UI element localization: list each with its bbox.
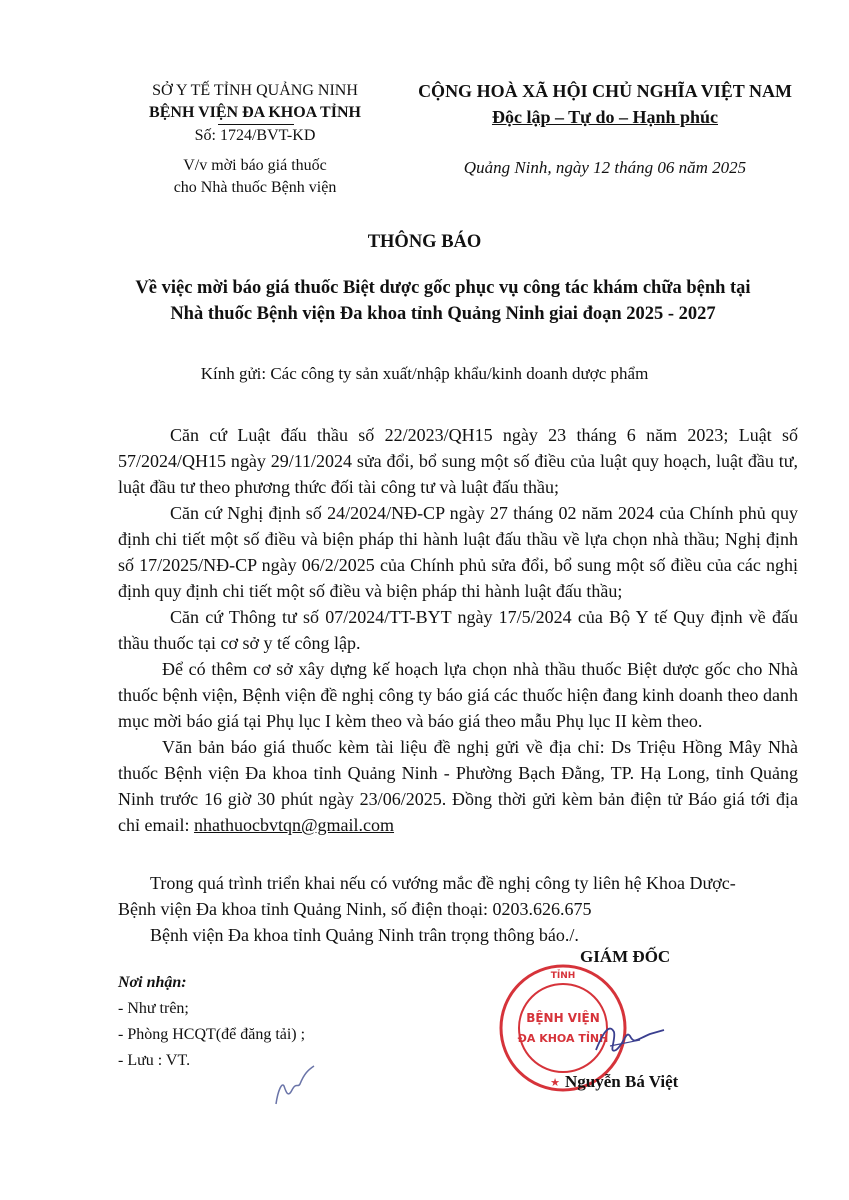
recipient-item: - Phòng HCQT(để đăng tải) ; — [118, 1026, 306, 1043]
motto: Độc lập – Tự do – Hạnh phúc — [491, 107, 719, 127]
signer-name: Nguyễn Bá Việt — [565, 1072, 679, 1091]
recipient-item: - Như trên; — [118, 1000, 189, 1017]
subtitle-line-1: Về việc mời báo giá thuốc Biệt dược gốc phục vụ công tác khám chữa bệnh tại — [135, 278, 751, 298]
issue-date: Quảng Ninh, ngày 12 tháng 06 năm 2025 — [463, 158, 747, 177]
signer-title: GIÁM ĐỐC — [580, 947, 671, 966]
hospital-name: BỆNH VIỆN ĐA KHOA TỈNH — [149, 104, 361, 121]
initials-scribble — [268, 1060, 328, 1110]
page-title: THÔNG BÁO — [367, 232, 482, 252]
submission-text: Văn bản báo giá thuốc kèm tài liệu đề nghị gửi về địa chỉ: Ds Triệu Hồng Mây Nhà thuốc Bệnh viện Đa khoa tỉnh Quảng Ninh - Phường Bạch Đằng, TP. Hạ Long, tỉnh Quảng Ninh trước 16 giờ 30 phút ngày 23/06/2025. Đồng thời gửi kèm bản điện tử Báo giá tới địa chỉ email: — [118, 737, 798, 835]
subtitle-line-2: Nhà thuốc Bệnh viện Đa khoa tỉnh Quảng Ninh giai đoạn 2025 - 2027 — [170, 304, 716, 324]
recipient-item: - Lưu : VT. — [118, 1052, 191, 1069]
recipients-heading: Nơi nhận: — [118, 974, 187, 991]
recipients-list — [118, 970, 305, 1074]
closing-section — [118, 870, 798, 948]
stamp-line-1: BỆNH VIỆN — [526, 1011, 600, 1025]
recipient-line: Kính gửi: Các công ty sản xuất/nhập khẩu/kinh doanh dược phẩm — [200, 364, 649, 383]
stamp-line-2: ĐA KHOA TỈNH — [517, 1032, 609, 1045]
stamp-star-icon: ★ — [550, 1076, 560, 1089]
stamp-top-text: TỈNH — [550, 971, 576, 981]
subject-line-2: cho Nhà thuốc Bệnh viện — [173, 179, 337, 196]
closing-line: Bệnh viện Đa khoa tỉnh Quảng Ninh trân trọng thông báo./. — [150, 925, 579, 945]
paragraph-legal-basis-3: Căn cứ Thông tư số 07/2024/TT-BYT ngày 17/5/2024 của Bộ Y tế Quy định về đấu thầu thuốc tại cơ sở y tế công lập. — [118, 607, 798, 653]
paragraph-legal-basis-2: Căn cứ Nghị định số 24/2024/NĐ-CP ngày 27 tháng 02 năm 2024 của Chính phủ quy định chi tiết một số điều và biện pháp thi hành luật đấu thầu về lựa chọn nhà thầu; Nghị định số 17/2025/NĐ-CP ngày 06/2/2025 của Chính phủ sửa đổi, bổ sung một số điều của các nghị định quy định chi tiết một số điều và biện pháp thi hành luật đấu thầu; — [118, 503, 798, 601]
paragraph-legal-basis-1: Căn cứ Luật đấu thầu số 22/2023/QH15 ngày 23 tháng 6 năm 2023; Luật số 57/2024/QH15 ngày 29/11/2024 sửa đổi, bổ sung một số điều của luật quy hoạch, luật đầu tư, luật đầu tư theo phương thức đối tài công tư và luật đấu thầu; — [118, 425, 798, 497]
hospital-underline — [100, 124, 410, 125]
motto-wrapper — [395, 104, 815, 130]
paragraph-submission — [118, 734, 798, 838]
signature — [590, 1010, 670, 1070]
agency-name: SỞ Y TẾ TỈNH QUẢNG NINH — [152, 82, 358, 99]
country-name: CỘNG HOÀ XÃ HỘI CHỦ NGHĨA VIỆT NAM — [418, 81, 792, 101]
email-link[interactable]: nhathuocbvtqn@gmail.com — [193, 815, 395, 835]
document-number: Số: 1724/BVT-KD — [194, 127, 316, 144]
contact-line-1: Trong quá trình triển khai nếu có vướng mắc đề nghị công ty liên hệ Khoa Dược- — [150, 873, 736, 893]
subject-line-1: V/v mời báo giá thuốc — [183, 157, 327, 174]
national-header — [395, 78, 815, 178]
body-content — [118, 422, 798, 838]
agency-header — [100, 80, 410, 199]
paragraph-request: Để có thêm cơ sở xây dựng kế hoạch lựa chọn nhà thầu thuốc Biệt dược gốc cho Nhà thuốc bệnh viện, Bệnh viện đề nghị công ty báo giá các thuốc hiện đang kinh doanh theo danh mục mời báo giá tại Phụ lục I kèm theo và báo giá theo mẫu Phụ lục II kèm theo. — [118, 659, 798, 731]
page-subtitle — [118, 275, 768, 327]
contact-line-2: Bệnh viện Đa khoa tỉnh Quảng Ninh, số điện thoại: 0203.626.675 — [118, 899, 592, 919]
